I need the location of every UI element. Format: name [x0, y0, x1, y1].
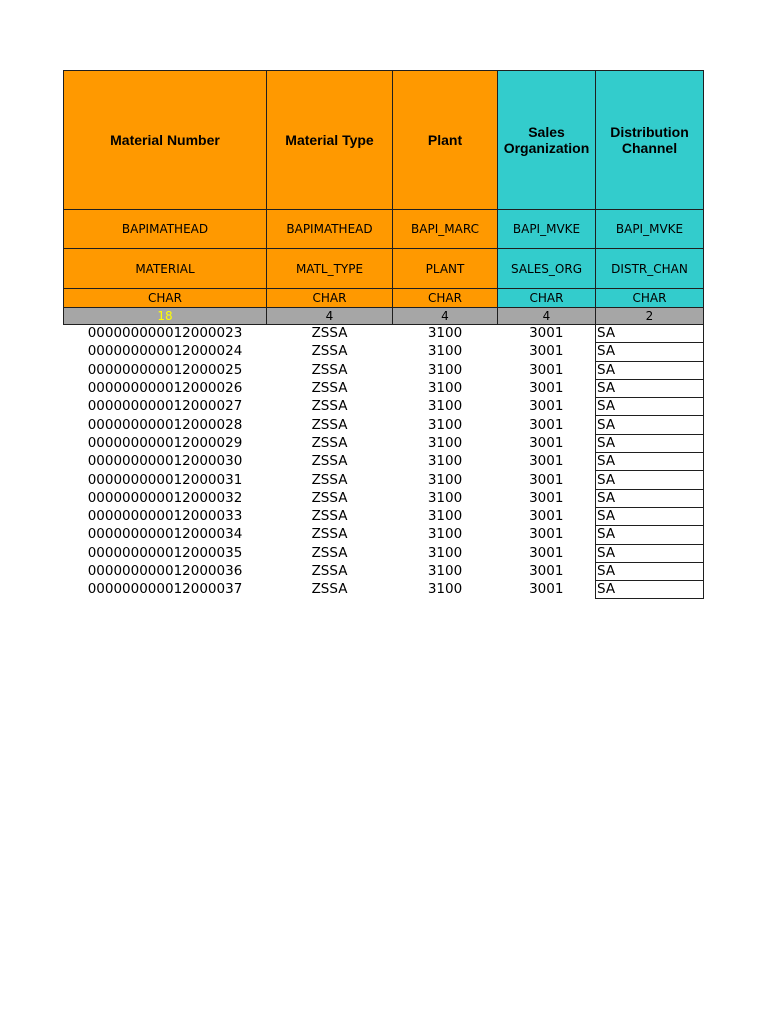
table-cell[interactable]: 3001: [529, 581, 564, 598]
table-cell[interactable]: 3100: [427, 325, 463, 342]
table-cell[interactable]: ZSSA: [311, 563, 348, 579]
table-row: [64, 471, 704, 489]
header-material-type[interactable]: Material Type: [267, 71, 393, 210]
material-load-table: [63, 70, 704, 599]
table-cell[interactable]: 000000000012000027: [87, 398, 243, 415]
table-cell[interactable]: 000000000012000030: [87, 453, 243, 470]
table-cell[interactable]: SA: [596, 379, 704, 397]
data-type-cell[interactable]: CHAR: [267, 289, 393, 308]
table-cell[interactable]: ZSSA: [311, 416, 348, 433]
data-type-row: [64, 289, 704, 308]
table-cell[interactable]: 3100: [427, 489, 463, 506]
table-cell[interactable]: 3001: [529, 471, 564, 488]
table-row: [64, 581, 704, 599]
table-cell[interactable]: SA: [596, 434, 704, 452]
header-material-number[interactable]: Material Number: [64, 71, 267, 210]
table-cell[interactable]: ZSSA: [311, 453, 348, 470]
structure-cell[interactable]: BAPI_MVKE: [498, 210, 596, 249]
table-cell[interactable]: 3100: [427, 471, 463, 488]
table-row: [64, 343, 704, 361]
table-cell[interactable]: 000000000012000028: [87, 416, 243, 433]
field-name-cell[interactable]: SALES_ORG: [498, 249, 596, 289]
table-cell[interactable]: 000000000012000035: [87, 544, 243, 561]
table-cell[interactable]: 000000000012000037: [87, 581, 243, 598]
table-row: [64, 361, 704, 379]
table-cell[interactable]: 3001: [529, 563, 564, 579]
table-cell[interactable]: ZSSA: [311, 526, 348, 543]
length-row: [64, 308, 704, 325]
table-cell[interactable]: ZSSA: [311, 489, 348, 506]
table-cell[interactable]: ZSSA: [311, 434, 348, 451]
table-cell[interactable]: SA: [596, 343, 704, 361]
field-name-row: [64, 249, 704, 289]
table-cell[interactable]: ZSSA: [311, 380, 348, 397]
table-cell[interactable]: 3001: [529, 398, 564, 415]
header-plant[interactable]: Plant: [393, 71, 498, 210]
table-cell[interactable]: 3100: [427, 434, 463, 451]
structure-cell[interactable]: BAPI_MARC: [393, 210, 498, 249]
length-cell[interactable]: 2: [596, 308, 704, 325]
table-cell[interactable]: ZSSA: [311, 343, 348, 360]
table-cell[interactable]: 3001: [529, 361, 564, 378]
table-row: [64, 526, 704, 544]
table-cell[interactable]: 3001: [529, 544, 564, 561]
table-row: [64, 544, 704, 562]
table-cell[interactable]: 3100: [427, 563, 463, 579]
table-cell[interactable]: SA: [596, 562, 704, 580]
structure-cell[interactable]: BAPIMATHEAD: [64, 210, 267, 249]
table-cell[interactable]: SA: [596, 453, 704, 471]
table-cell[interactable]: 3100: [427, 544, 463, 561]
data-rows: [64, 325, 704, 599]
table-cell[interactable]: 3001: [529, 453, 564, 470]
table-cell[interactable]: SA: [596, 507, 704, 525]
header-sales-organization[interactable]: Sales Organization: [498, 71, 596, 210]
table-row: [64, 562, 704, 580]
table-cell[interactable]: 3100: [427, 343, 463, 360]
table-cell[interactable]: 3001: [529, 508, 564, 525]
table-cell[interactable]: SA: [596, 581, 704, 599]
structure-row: [64, 210, 704, 249]
table-cell[interactable]: 3100: [427, 526, 463, 543]
table-cell[interactable]: 000000000012000034: [87, 526, 243, 543]
table-cell[interactable]: 3100: [427, 581, 463, 598]
table-cell[interactable]: 3100: [427, 380, 463, 397]
table-cell[interactable]: ZSSA: [311, 398, 348, 415]
table-row: [64, 325, 704, 343]
table-row: [64, 379, 704, 397]
table-cell[interactable]: SA: [596, 544, 704, 562]
table-cell[interactable]: 3100: [427, 508, 463, 525]
header-distribution-channel[interactable]: Distribution Channel: [596, 71, 704, 210]
structure-cell[interactable]: BAPI_MVKE: [596, 210, 704, 249]
table-cell[interactable]: SA: [596, 416, 704, 434]
table-cell[interactable]: SA: [596, 471, 704, 489]
table-cell[interactable]: 3001: [529, 325, 564, 342]
field-name-cell[interactable]: MATERIAL: [64, 249, 267, 289]
table-cell[interactable]: 000000000012000032: [87, 489, 243, 506]
table-cell[interactable]: 3100: [427, 416, 463, 433]
field-name-cell[interactable]: DISTR_CHAN: [596, 249, 704, 289]
structure-cell[interactable]: BAPIMATHEAD: [267, 210, 393, 249]
table-cell[interactable]: 3001: [529, 343, 564, 360]
table-cell[interactable]: 3100: [427, 398, 463, 415]
table-cell[interactable]: ZSSA: [311, 581, 348, 598]
table-cell[interactable]: 000000000012000029: [87, 434, 243, 451]
table-cell[interactable]: 000000000012000031: [87, 471, 243, 488]
table-cell[interactable]: 000000000012000036: [87, 563, 243, 579]
data-type-cell[interactable]: CHAR: [64, 289, 267, 308]
table-cell[interactable]: 3001: [529, 434, 564, 451]
table-cell[interactable]: SA: [596, 526, 704, 544]
table-cell[interactable]: ZSSA: [311, 544, 348, 561]
table-cell[interactable]: 000000000012000023: [87, 325, 243, 342]
field-name-cell[interactable]: MATL_TYPE: [267, 249, 393, 289]
table-row: [64, 507, 704, 525]
table-row: [64, 489, 704, 507]
data-type-cell[interactable]: CHAR: [498, 289, 596, 308]
table-cell[interactable]: 3100: [427, 361, 463, 378]
table-cell[interactable]: 000000000012000024: [87, 343, 243, 360]
header-row: [64, 71, 704, 210]
table-cell[interactable]: 3001: [529, 489, 564, 506]
table-cell[interactable]: 000000000012000025: [87, 361, 243, 378]
table-cell[interactable]: ZSSA: [311, 508, 348, 525]
table-row: [64, 398, 704, 416]
table-row: [64, 453, 704, 471]
length-cell[interactable]: 4: [393, 308, 498, 325]
data-type-cell[interactable]: CHAR: [393, 289, 498, 308]
table-cell[interactable]: 000000000012000033: [87, 508, 243, 525]
table-cell[interactable]: ZSSA: [311, 325, 348, 342]
table-row: [64, 434, 704, 452]
table-cell[interactable]: SA: [596, 325, 704, 343]
table-cell[interactable]: SA: [596, 398, 704, 416]
table-cell[interactable]: ZSSA: [311, 471, 348, 488]
table-cell[interactable]: 3001: [529, 526, 564, 543]
length-cell[interactable]: 4: [267, 308, 393, 325]
table-cell[interactable]: 000000000012000026: [87, 380, 243, 397]
field-name-cell[interactable]: PLANT: [393, 249, 498, 289]
table-cell[interactable]: SA: [596, 489, 704, 507]
length-cell[interactable]: 4: [498, 308, 596, 325]
data-type-cell[interactable]: CHAR: [596, 289, 704, 308]
table-cell[interactable]: 3001: [529, 416, 564, 433]
length-cell[interactable]: 18: [64, 308, 267, 325]
table-cell[interactable]: SA: [596, 361, 704, 379]
table-cell[interactable]: 3100: [427, 453, 463, 470]
table-cell[interactable]: ZSSA: [311, 361, 348, 378]
table-cell[interactable]: 3001: [529, 380, 564, 397]
table-row: [64, 416, 704, 434]
